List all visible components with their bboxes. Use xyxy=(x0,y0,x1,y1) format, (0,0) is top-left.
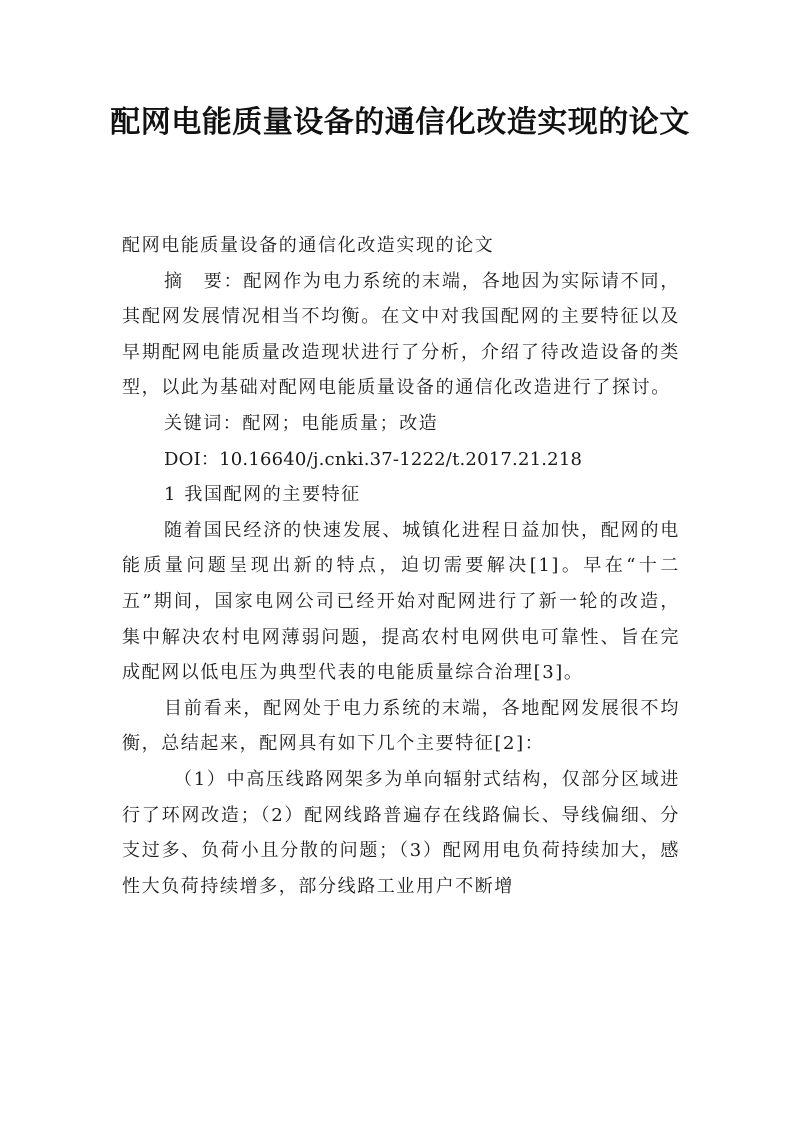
subtitle-line: 配网电能质量设备的通信化改造实现的论文 xyxy=(122,235,495,256)
document-body xyxy=(122,228,680,904)
doi-line: DOI：10.16640/j.cnki.37-1222/t.2017.21.218 xyxy=(164,448,583,470)
document-title: 配网电能质量设备的通信化改造实现的论文 xyxy=(110,105,690,140)
body-paragraph-2: 目前看来，配网处于电力系统的末端，各地配网发展很不均衡，总结起来，配网具有如下几个主要特征[2]： xyxy=(122,697,680,755)
keywords-line: 关键词：配网；电能质量；改造 xyxy=(164,412,439,434)
body-paragraph-1: 随着国民经济的快速发展、城镇化进程日益加快，配网的电能质量问题呈现出新的特点，迫切需要解决[1]。早在“十二五”期间，国家电网公司已经开始对配网进行了新一轮的改造，集中解决农村电网薄弱问题，提高农村电网供电可靠性、旨在完成配网以低电压为典型代表的电能质量综合治理[3]。 xyxy=(122,519,680,684)
section-heading: 1 我国配网的主要特征 xyxy=(164,484,361,506)
body-paragraph-3: （1）中高压线路网架多为单向辐射式结构，仅部分区域进行了环网改造；（2）配网线路普遍存在线路偏长、导线偏细、分支过多、负荷小且分散的问题；（3）配网用电负荷持续加大，感性大负荷持续增多，部分线路工业用户不断增 xyxy=(122,768,680,897)
abstract-paragraph: 摘 要：配网作为电力系统的末端，各地因为实际请不同，其配网发展情况相当不均衡。在文中对我国配网的主要特征以及早期配网电能质量改造现状进行了分析，介绍了待改造设备的类型，以此为基础对配网电能质量设备的通信化改造进行了探讨。 xyxy=(122,270,680,399)
